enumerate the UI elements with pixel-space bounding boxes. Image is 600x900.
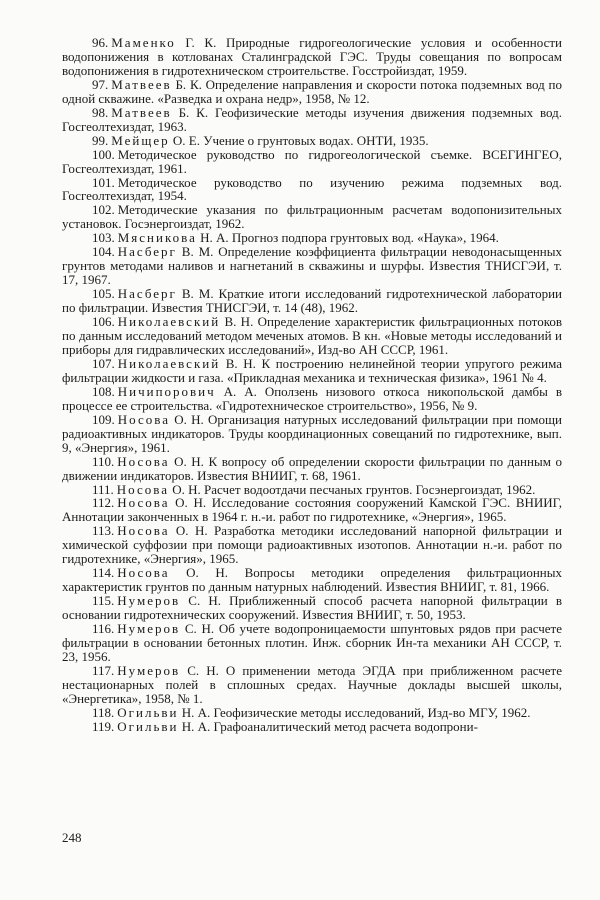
- page-number: 248: [62, 830, 82, 845]
- reference-text: Н. А. Прогноз подпора грунтовых вод. «Наука», 1964.: [200, 230, 499, 246]
- reference-author: Носова: [117, 453, 170, 469]
- reference-entry: [62, 524, 562, 566]
- reference-number: 111.: [92, 481, 114, 497]
- reference-text: О. Н. Организация натурных исследований фильтрации при помощи радиоактивных индикаторов. Труды координационных совещаний по гидротехнике, вып. 9, «Энергия», 1961.: [62, 411, 563, 455]
- reference-entry: [62, 176, 562, 204]
- reference-text: С. Н. Приближенный способ расчета напорной фильтрации в основании гидротехнических сооружений. Известия ВНИИГ, т. 50, 1953.: [62, 593, 563, 623]
- reference-text: Н. А. Геофизические методы исследований, Изд-во МГУ, 1962.: [181, 704, 531, 720]
- reference-author: Носова: [117, 565, 170, 581]
- reference-entry: [62, 245, 562, 287]
- reference-text: Г. К. Природные гидрогеологические условия и особенности водопонижения в котлованах Сталинградской ГЭС. Труды совещания по вопросам водопонижения в гидротехническом строительстве. Госстройиздат, 1959.: [62, 35, 562, 78]
- reference-number: 96.: [92, 35, 109, 50]
- reference-author: Огильви: [117, 718, 179, 734]
- reference-number: 118.: [92, 704, 115, 720]
- reference-text: Н. А. Графоаналитический метод расчета водопрони-: [181, 718, 478, 734]
- reference-number: 100.: [92, 146, 115, 162]
- reference-entry: [62, 496, 562, 524]
- reference-author: Насберг: [117, 286, 177, 302]
- reference-list: [62, 36, 562, 734]
- reference-text: О. Н. К вопросу об определении скорости фильтрации по данным о движении индикаторов. Известия ВНИИГ, т. 68, 1961.: [62, 453, 563, 483]
- reference-author: Носова: [117, 523, 170, 539]
- reference-author: Матвеев: [111, 76, 172, 92]
- reference-number: 98.: [92, 104, 109, 120]
- reference-number: 116.: [92, 621, 115, 637]
- reference-text: О. Н. Исследование состояния сооружений Камской ГЭС. ВНИИГ, Аннотации законченных в 1964 г. н.-и. работ по гидротехнике, «Энергия», 1965.: [62, 495, 562, 525]
- reference-entry: [62, 106, 562, 134]
- reference-number: 97.: [92, 76, 109, 92]
- reference-entry: [62, 231, 562, 245]
- reference-entry: [62, 566, 562, 594]
- reference-author: Мейщер: [111, 132, 170, 148]
- reference-number: 103.: [92, 230, 115, 246]
- reference-entry: [62, 720, 562, 734]
- reference-number: 102.: [92, 202, 115, 218]
- reference-author: Ничипорович: [117, 383, 216, 399]
- reference-text: А. А. Оползень низового откоса никопольской дамбы в процессе ее строительства. «Гидротехническое строительство», 1956, № 9.: [62, 383, 562, 413]
- reference-entry: [62, 287, 562, 315]
- reference-number: 110.: [92, 453, 115, 469]
- reference-entry: [62, 594, 562, 622]
- reference-author: Матвеев: [111, 104, 172, 120]
- reference-number: 105.: [92, 286, 115, 302]
- reference-author: Нумеров: [117, 662, 181, 678]
- reference-author: Николаевский: [117, 355, 221, 371]
- reference-text: С. Н. О применении метода ЭГДА при приближенном расчете нестационарных полей в сплошных средах. Научные доклады высшей школы, «Энергетика», 1958, № 1.: [62, 662, 563, 706]
- reference-author: Нумеров: [117, 621, 181, 637]
- reference-text: В. Н. К построению нелинейной теории упругого режима фильтрации жидкости и газа. «Прикладная механика и техническая физика», 1961 № 4.: [62, 355, 562, 385]
- reference-number: 113.: [92, 523, 115, 539]
- reference-entry: [62, 706, 562, 720]
- reference-author: Носова: [116, 481, 170, 497]
- reference-entry: [62, 483, 562, 497]
- reference-number: 99.: [92, 132, 109, 148]
- reference-number: 117.: [92, 662, 115, 678]
- reference-entry: [62, 203, 562, 231]
- reference-text: О. Н. Расчет водоотдачи песчаных грунтов. Госэнергоиздат, 1962.: [172, 481, 536, 497]
- reference-number: 101.: [92, 174, 115, 190]
- reference-entry: [62, 413, 562, 455]
- reference-author: Носова: [117, 411, 170, 427]
- reference-text: Б. К. Геофизические методы изучения движения подземных вод. Госгеолтехиздат, 1963.: [62, 104, 562, 134]
- reference-number: 114.: [92, 565, 115, 581]
- reference-entry: [62, 78, 562, 106]
- reference-number: 112.: [92, 495, 115, 511]
- reference-text: Методическое руководство по изучению режима подземных вод. Госгеолтехиздат, 1954.: [62, 174, 562, 204]
- reference-entry: [62, 134, 562, 148]
- reference-author: Маменко: [111, 35, 176, 50]
- reference-number: 107.: [92, 355, 115, 371]
- reference-text: В. М. Определение коэффициента фильтрации неводонасыщенных грунтов методами наливов и нагнетаний в скважины и шурфы. Известия ТНИСГЭИ, т. 17, 1967.: [62, 244, 562, 288]
- reference-entry: [62, 315, 562, 357]
- reference-author: Носова: [117, 495, 170, 511]
- reference-text: О. Е. Учение о грунтовых водах. ОНТИ, 1935.: [172, 132, 429, 148]
- reference-author: Мясникова: [117, 230, 197, 246]
- reference-text: Б. К. Определение направления и скорости потока подземных вод по одной скважине. «Разведка и охрана недр», 1958, № 12.: [62, 76, 563, 106]
- reference-text: Методические указания по фильтрационным расчетам водопонизительных установок. Госэнергоиздат, 1962.: [62, 202, 562, 232]
- reference-number: 119.: [92, 718, 115, 734]
- reference-number: 109.: [92, 411, 115, 427]
- reference-number: 104.: [92, 244, 115, 260]
- reference-text: В. Н. Определение характеристик фильтрационных потоков по данным исследований методом меченых атомов. В кн. «Новые методы исследований и приборы для гидравлических исследований», Изд-во АН СССР, 1961.: [62, 314, 562, 357]
- reference-entry: [62, 148, 562, 176]
- reference-text: О. Н. Вопросы методики определения фильтрационных характеристик грунтов по данным натурных наблюдений. Известия ВНИИГ, т. 81, 1966.: [62, 565, 562, 595]
- reference-text: С. Н. Об учете водопроницаемости шпунтовых рядов при расчете фильтрации в основании бетонных плотин. Инж. сборник Ин-та механики АН СССР, т. 23, 1956.: [62, 621, 562, 664]
- reference-author: Нумеров: [117, 593, 181, 609]
- reference-text: Методическое руководство по гидрогеологической съемке. ВСЕГИНГЕО, Госгеолтехиздат, 1961.: [62, 146, 562, 176]
- reference-author: Огильви: [117, 704, 179, 720]
- reference-entry: [62, 622, 562, 664]
- reference-entry: [62, 385, 562, 413]
- reference-text: О. Н. Разработка методики исследований напорной фильтрации и химической суффозии при помощи радиоактивных изотопов. Аннотации н.-и. работ по гидротехнике, «Энергия», 1965.: [62, 523, 562, 567]
- reference-number: 106.: [92, 314, 115, 330]
- reference-number: 115.: [92, 593, 115, 609]
- reference-author: Николаевский: [117, 314, 221, 330]
- reference-text: В. М. Краткие итоги исследований гидротехнической лаборатории по фильтрации. Известия ТНИСГЭИ, т. 14 (48), 1962.: [62, 286, 563, 316]
- reference-entry: [62, 664, 562, 706]
- reference-entry: [62, 455, 562, 483]
- reference-entry: [62, 357, 562, 385]
- reference-author: Насберг: [117, 244, 177, 260]
- reference-number: 108.: [92, 383, 115, 399]
- reference-entry: [62, 36, 562, 78]
